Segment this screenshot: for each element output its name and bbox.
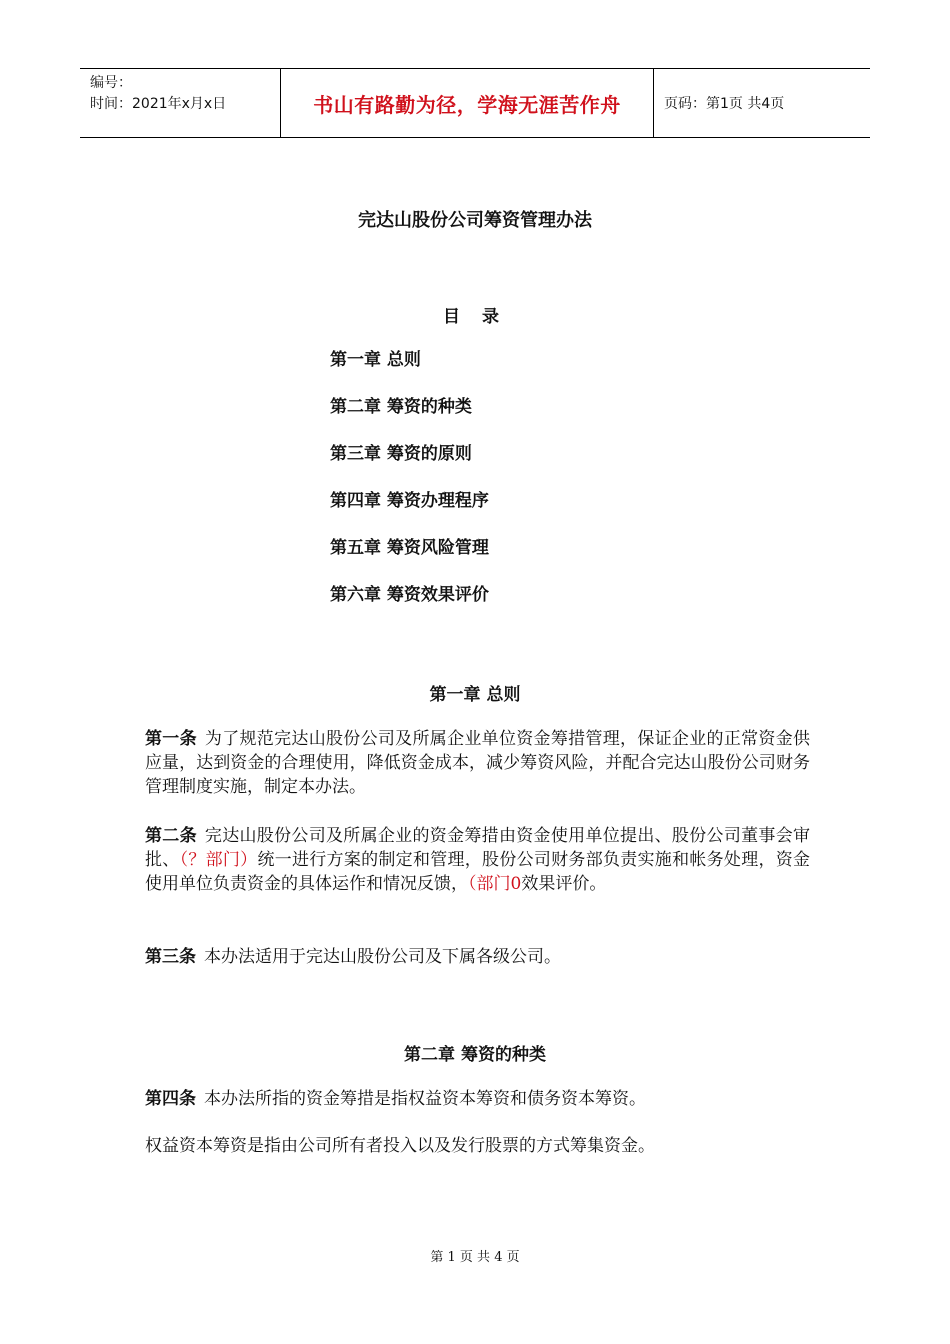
toc-item-4[interactable]: 第四章 筹资办理程序 [330, 491, 489, 511]
article-4 [145, 1087, 810, 1111]
header-motto-cell [281, 69, 654, 137]
article-2-label: 第二条 [145, 826, 197, 846]
toc-item-5[interactable]: 第五章 筹资风险管理 [330, 538, 489, 558]
table-of-contents [330, 348, 489, 630]
header-left-cell [80, 69, 281, 137]
page-footer: 第 1 页 共 4 页 [430, 1250, 520, 1265]
time-label: 时间：2021年x月x日 [90, 96, 227, 112]
article-2-red-note-a: （？部门） [179, 850, 258, 870]
header-table [80, 68, 870, 138]
article-4-text: 本办法所指的资金筹措是指权益资本筹资和债务资本筹资。 [204, 1089, 646, 1109]
toc-title: 目 录 [443, 307, 507, 327]
equity-financing-paragraph: 权益资本筹资是指由公司所有者投入以及发行股票的方式筹集资金。 [145, 1136, 655, 1156]
number-label: 编号： [90, 75, 132, 91]
article-2-red-note-b: （部门0 [468, 874, 522, 894]
article-3-label: 第三条 [145, 947, 196, 967]
article-2-text-b: 统一进行方案的制定和管理，股份公司财务部负责实施和帐务处理，资金使用单位负责资金的具体运作和情况反馈， [145, 850, 811, 894]
toc-item-6[interactable]: 第六章 筹资效果评价 [330, 585, 489, 605]
article-2 [145, 824, 810, 896]
article-4-label: 第四条 [145, 1089, 196, 1109]
article-2-text-c: 效果评价。 [521, 874, 607, 894]
article-1-label: 第一条 [145, 729, 197, 749]
chapter-1-title: 第一章 总则 [429, 685, 521, 705]
article-1 [145, 727, 810, 799]
toc-item-2[interactable]: 第二章 筹资的种类 [330, 397, 472, 417]
toc-item-1[interactable]: 第一章 总则 [330, 350, 421, 370]
motto-text: 书山有路勤为径，学海无涯苦作舟 [313, 92, 621, 117]
document-title: 完达山股份公司筹资管理办法 [358, 210, 592, 231]
article-3 [145, 945, 810, 969]
chapter-2-title: 第二章 筹资的种类 [404, 1045, 546, 1065]
article-2-text-a: 完达山股份公司及所属企业的资金筹措由资金使用单位提出、股份公司董事会审批、 [145, 826, 811, 870]
header-page-cell [654, 69, 870, 137]
page-info: 页码：第1页 共4页 [664, 96, 785, 112]
article-1-text: 为了规范完达山股份公司及所属企业单位资金筹措管理，保证企业的正常资金供应量，达到资金的合理使用，降低资金成本，减少筹资风险，并配合完达山股份公司财务管理制度实施，制定本办法。 [145, 729, 811, 797]
article-3-text: 本办法适用于完达山股份公司及下属各级公司。 [204, 947, 561, 967]
toc-item-3[interactable]: 第三章 筹资的原则 [330, 444, 472, 464]
